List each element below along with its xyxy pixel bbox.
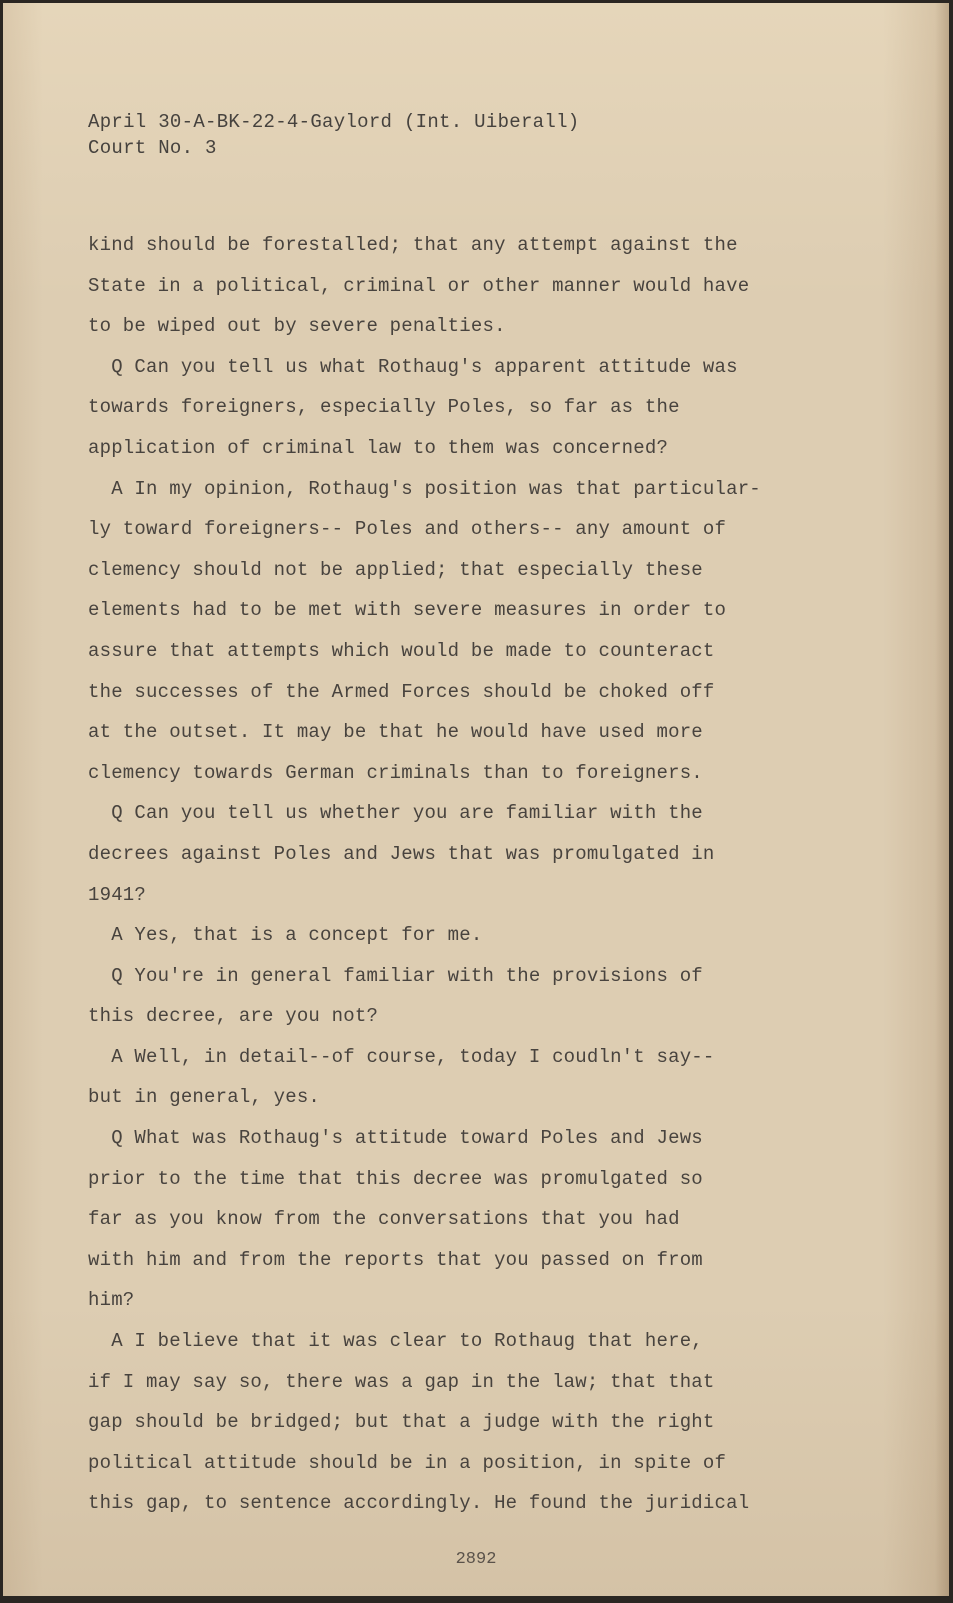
text-line: him? <box>88 1289 135 1312</box>
text-line: this decree, are you not? <box>88 1005 379 1028</box>
answer-line: A Yes, that is a concept for me. <box>88 924 483 947</box>
page-edge-shadow <box>935 3 949 1596</box>
text-line: to be wiped out by severe penalties. <box>88 315 506 338</box>
text-line: State in a political, criminal or other manner would have <box>88 274 750 297</box>
text-line: the successes of the Armed Forces should be choked off <box>88 680 715 703</box>
transcript-page <box>3 3 949 1596</box>
answer-line: A I believe that it was clear to Rothaug that here, <box>88 1330 703 1353</box>
text-line: 1941? <box>88 883 147 906</box>
text-line: clemency towards German criminals than to foreigners. <box>88 761 703 784</box>
text-line: far as you know from the conversations that you had <box>88 1208 680 1231</box>
text-line: elements had to be met with severe measures in order to <box>88 599 727 622</box>
text-line: assure that attempts which would be made to counteract <box>88 639 715 662</box>
text-line: at the outset. It may be that he would have used more <box>88 721 703 744</box>
page-header <box>88 109 579 161</box>
question-line: Q What was Rothaug's attitude toward Poles and Jews <box>88 1127 703 1150</box>
text-line: political attitude should be in a position, in spite of <box>88 1451 727 1474</box>
text-line: kind should be forestalled; that any attempt against the <box>88 234 738 256</box>
question-line: Q Can you tell us whether you are familiar with the <box>88 802 703 825</box>
header-court-line: Court No. 3 <box>88 137 217 159</box>
transcript-body <box>88 225 808 1524</box>
text-line: if I may say so, there was a gap in the law; that that <box>88 1370 715 1393</box>
text-line: with him and from the reports that you passed on from <box>88 1248 703 1271</box>
text-line: this gap, to sentence accordingly. He found the juridical <box>88 1492 750 1515</box>
question-line: Q You're in general familiar with the provisions of <box>88 964 703 987</box>
page-number: 2892 <box>455 1550 497 1569</box>
question-line: Q Can you tell us what Rothaug's apparent attitude was <box>88 355 738 378</box>
text-line: towards foreigners, especially Poles, so far as the <box>88 396 680 419</box>
text-line: prior to the time that this decree was promulgated so <box>88 1167 703 1190</box>
text-line: gap should be bridged; but that a judge with the right <box>88 1411 715 1434</box>
text-line: but in general, yes. <box>88 1086 321 1109</box>
header-reference-line: April 30-A-BK-22-4-Gaylord (Int. Uiberall) <box>88 111 580 133</box>
text-line: ly toward foreigners-- Poles and others-- any amount of <box>88 518 727 541</box>
text-line: clemency should not be applied; that especially these <box>88 558 703 581</box>
answer-line: A In my opinion, Rothaug's position was that particular- <box>88 477 761 500</box>
text-line: decrees against Poles and Jews that was promulgated in <box>88 842 715 865</box>
answer-line: A Well, in detail--of course, today I coudln't say-- <box>88 1045 715 1068</box>
text-line: application of criminal law to them was concerned? <box>88 436 669 459</box>
